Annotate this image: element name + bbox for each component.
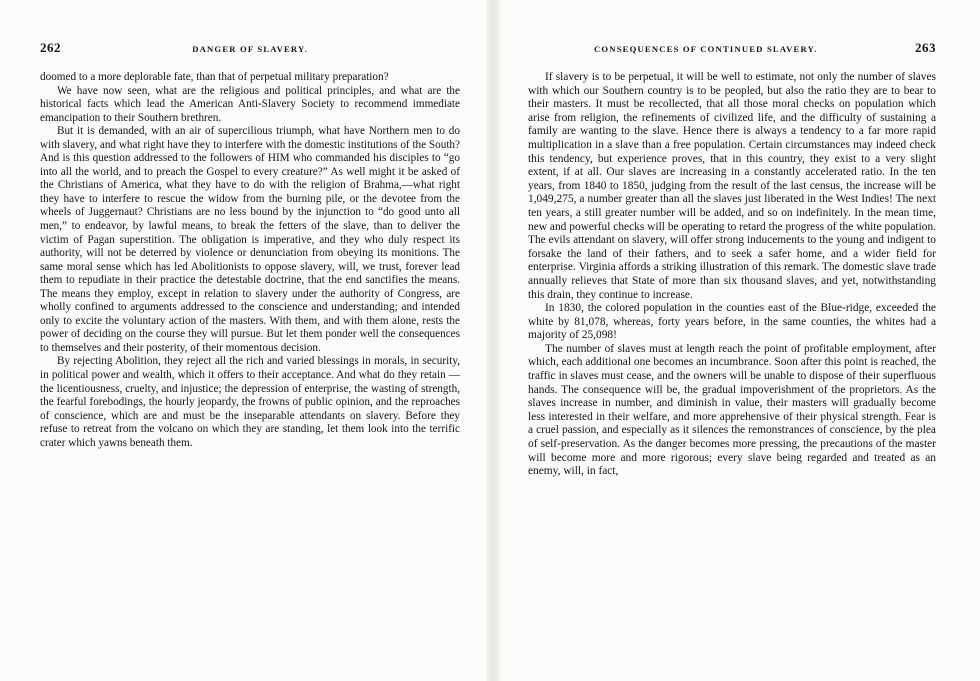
right-paragraph-2: In 1830, the colored population in the counties east of the Blue-ridge, exceeded the white by 81,078, whereas, forty years before, in the same counties, the whites had a majority of 25,098! xyxy=(528,302,936,342)
right-page-body xyxy=(528,62,936,479)
right-running-head xyxy=(528,40,936,62)
left-paragraph-1: doomed to a more deplorable fate, than that of perpetual military preparation? xyxy=(40,71,389,83)
left-page xyxy=(40,40,460,450)
right-paragraph-3: The number of slaves must at length reach the point of profitable employment, after which, each additional one becomes an incumbrance. Soon after this point is reached, the traffic in slaves must cease, and the owners will be unable to dispose of their superfluous hands. The consequence will be, the gradual impoverishment of the proprietors. As the slaves increase in number, and diminish in value, their masters will gradually become less interested in their welfare, and more apprehensive of their physical strength. Fear is a cruel passion, and especially as it silences the remonstrances of conscience, by the plea of self-preservation. As the danger becomes more pressing, the precautions of the master will become more and more rigorous; every slave being regarded and treated as an enemy, will, in fact, xyxy=(528,342,936,478)
right-page-number: 263 xyxy=(915,40,936,55)
right-running-title: CONSEQUENCES OF CONTINUED SLAVERY. xyxy=(594,44,818,54)
left-running-title: DANGER OF SLAVERY. xyxy=(192,44,308,54)
left-page-number: 262 xyxy=(40,40,61,55)
left-page-body xyxy=(40,62,460,450)
book-gutter xyxy=(486,0,500,681)
right-page xyxy=(528,40,936,479)
left-paragraph-3: But it is demanded, with an air of supercilious triumph, what have Northern men to do with slavery, and what right have they to interfere with the domestic institutions of the South? And is this question addressed to the followers of HIM who commanded his disciples to “go into all the world, and to preach the Gospel to every creature?” As well might it be asked of the Christians of America, what they have to do with the religion of Brahma,—what right they have to interfere to rescue the widow from the burning pile, or the devotee from the wheels of Juggernaut? Christians are no less bound by the injunction to “do good unto all men,” to endeavor, by lawful means, to break the fetters of the slave, than to deliver the victim of Pagan superstition. The obligation is imperative, and they who duly respect its authority, will not be deterred by violence or denunciation from obeying its monitions. The same moral sense which has led Abolitionists to oppose slavery, will, we trust, forever lead them to repudiate in their practice the detestable doctrine, that the end sanctifies the means. The means they employ, except in relation to slavery under the authority of Congress, are wholly confined to arguments addressed to the conscience and understanding; and intended only to excite the voluntary action of the masters. With them, and with them alone, rests the power of deciding on the course they will pursue. But let them ponder well the consequences to themselves and their posterity, of their momentous decision. xyxy=(40,125,460,354)
right-paragraph-1: If slavery is to be perpetual, it will be well to estimate, not only the number of slaves with which our Southern country is to be peopled, but also the ratio they are to bear to their masters. It must be recollected, that all those moral checks on population which arise from religion, the refinements of civilized life, and the difficulty of sustaining a family are wanting to the slave. Hence there is always a tendency to a far more rapid multiplication in a slave than a free population. Certain circumstances may indeed check this tendency, but experience proves, that in this country, they exist to a very slight extent, if at all. Our slaves are increasing in a constantly accelerated ratio. In the ten years, from 1840 to 1850, judging from the result of the last census, the increase will be 1,049,275, a number greater than all the slaves just liberated in the West Indies! The next ten years, a still greater number will be added, and so on indefinitely. In the mean time, new and powerful checks will be operating to retard the progress of the white population. The evils attendant on slavery, will offer strong inducements to the young and indigent to forsake the land of their fathers, and to seek a safer home, and a wider field for enterprise. Virginia affords a striking illustration of this remark. The domestic slave trade annually relieves that State of more than six thousand slaves, and yet, notwithstanding this drain, they continue to increase. xyxy=(528,71,936,301)
left-paragraph-2: We have now seen, what are the religious and political principles, and what are the historical facts which lead the American Anti-Slavery Society to recommend immediate emancipation to their Southern brethren. xyxy=(40,84,460,124)
left-paragraph-4: By rejecting Abolition, they reject all the rich and varied blessings in morals, in security, in political power and wealth, which it offers to their acceptance. And what do they retain —the licentiousness, cruelty, and injustice; the depression of enterprise, the wasting of strength, the fearful forebodings, the hourly jeopardy, the frowns of public opinion, and the reproaches of conscience, which are and must be the inseparable attendants on slavery. Before they refuse to retreat from the volcano on which they are standing, let them look into the terrific crater which yawns beneath them. xyxy=(40,355,460,449)
left-running-head xyxy=(40,40,460,62)
